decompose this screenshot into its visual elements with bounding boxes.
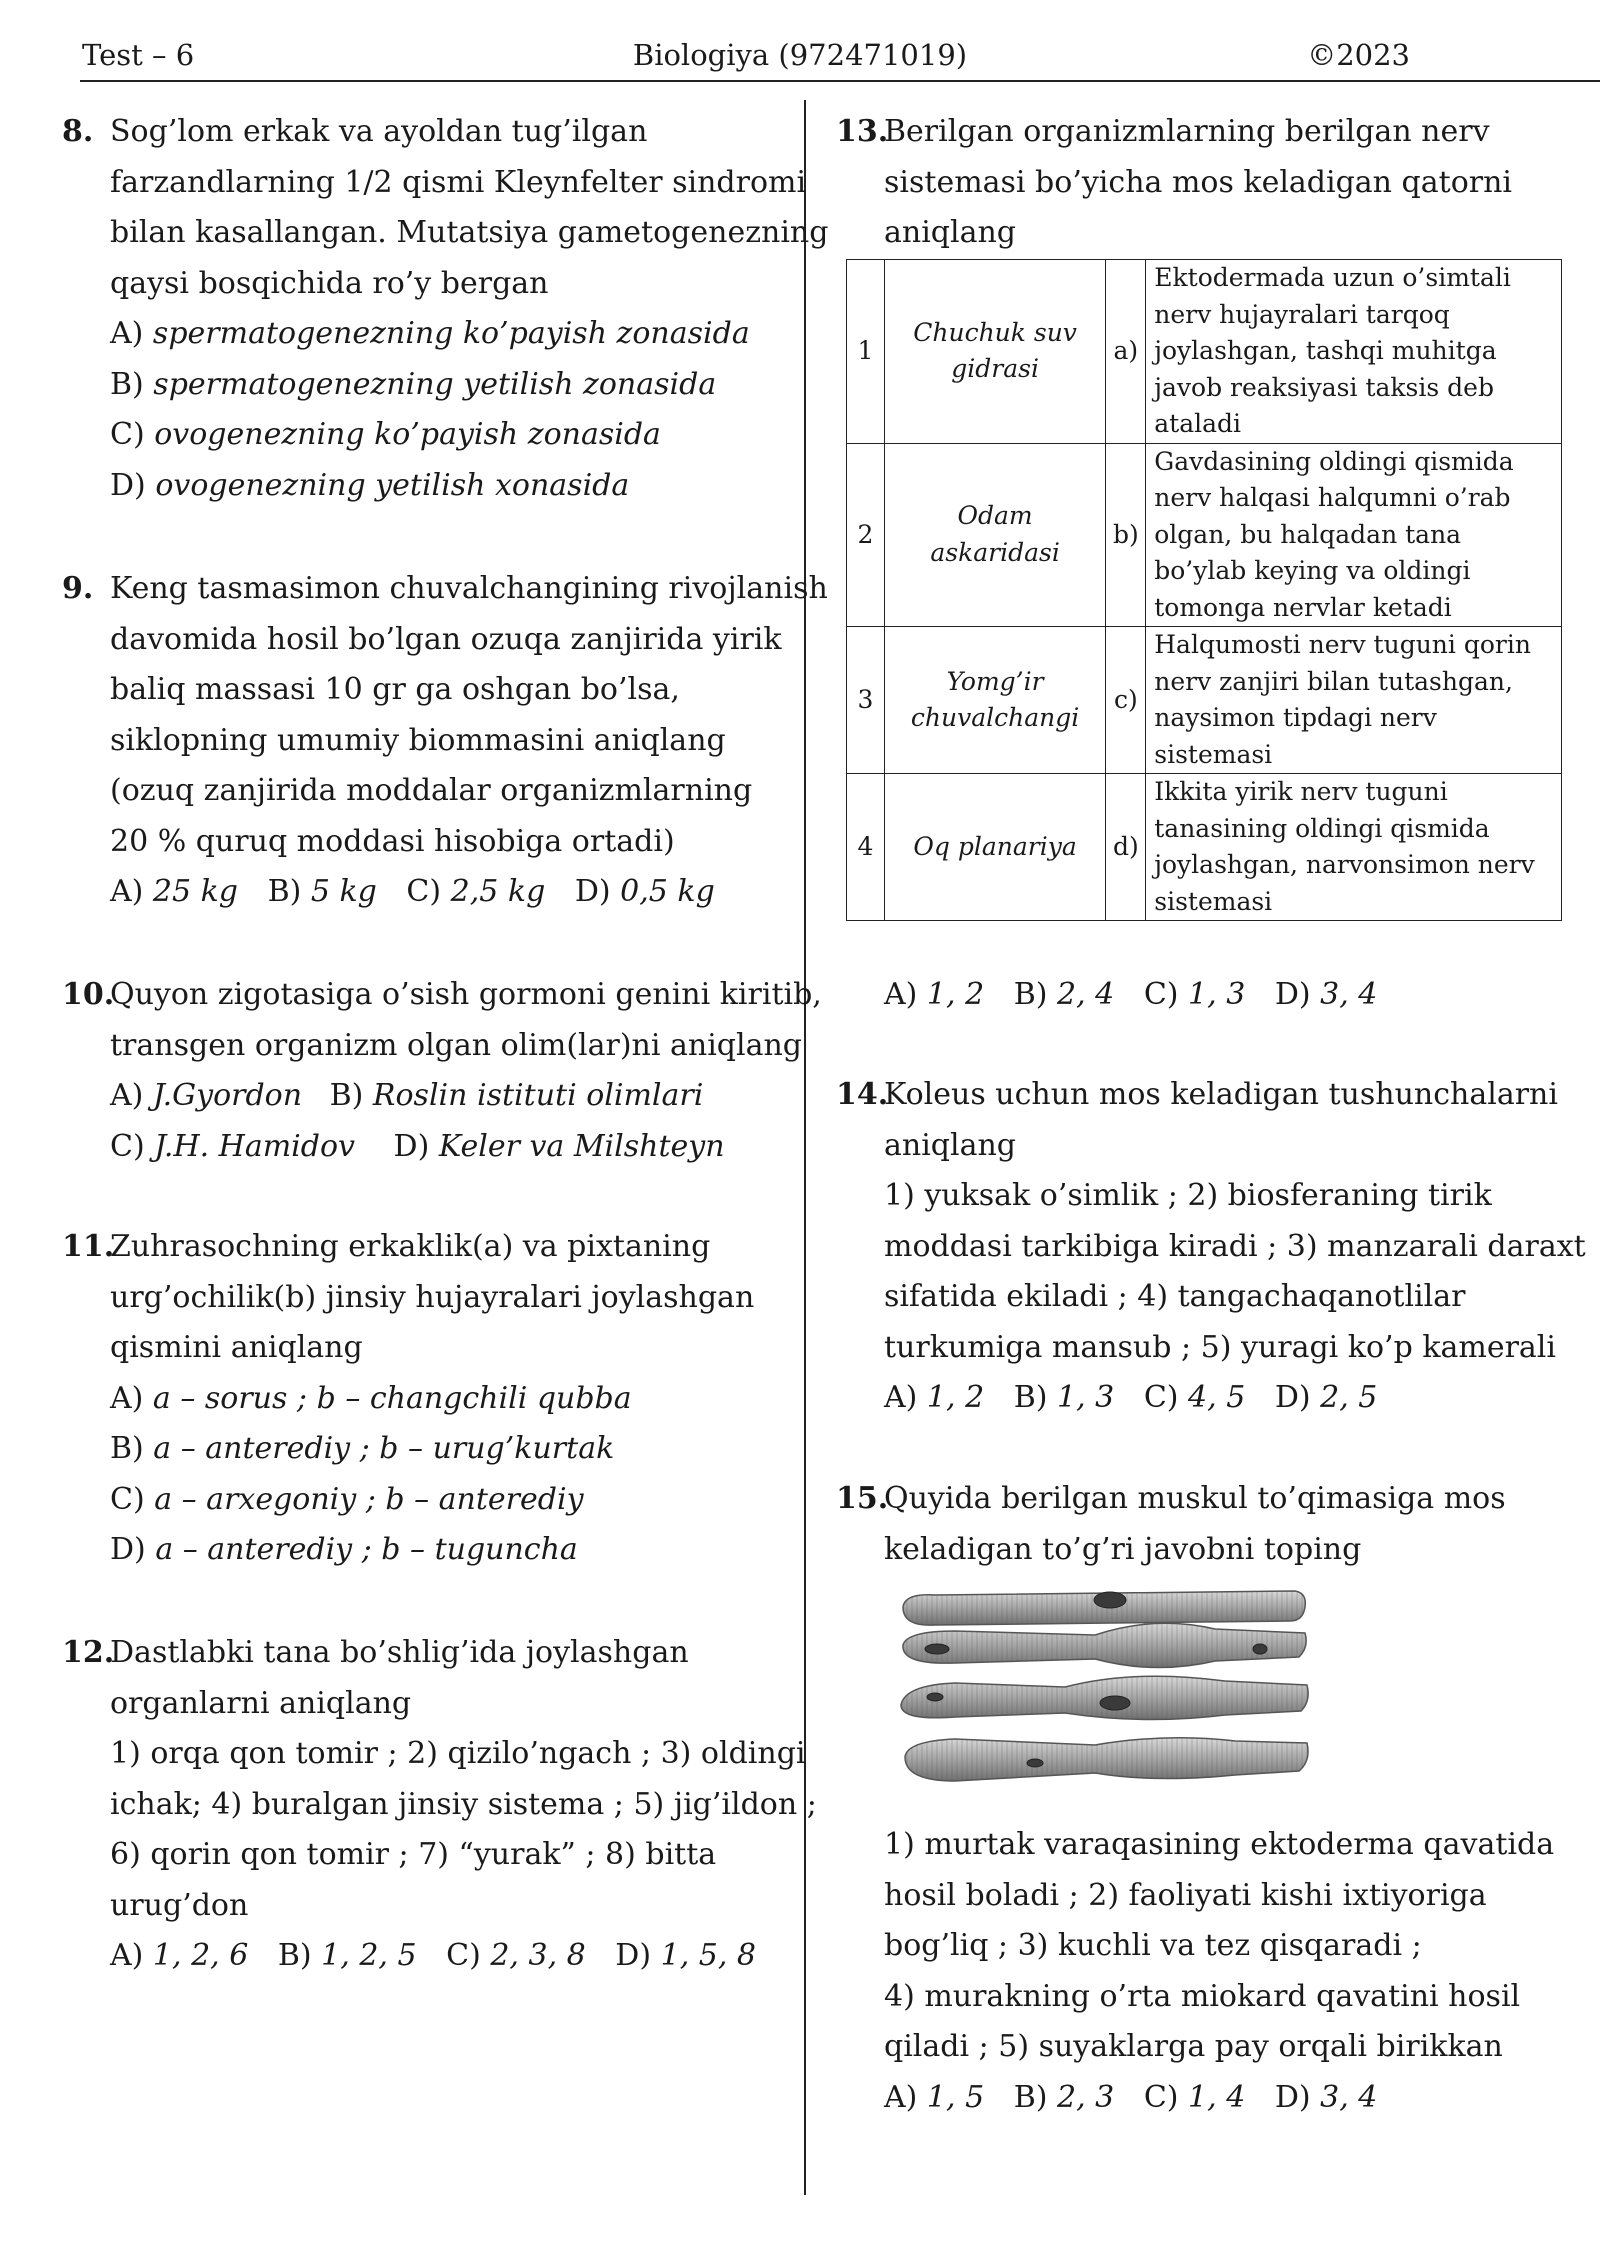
option-d[interactable]: D) Keler va Milshteyn — [393, 1128, 725, 1164]
option-c[interactable]: C) 2,5 kg — [406, 874, 546, 909]
question-number: 9. — [62, 571, 94, 606]
option-b[interactable]: B) 1, 3 — [1013, 1380, 1115, 1415]
answer-options — [62, 867, 828, 918]
option-a[interactable]: A) spermatogenezning ko’payish zonasida — [110, 316, 750, 351]
question-text: 4) murakning o’rta miokard qavatini hosil — [884, 1978, 1521, 2014]
answer-options — [884, 2073, 1554, 2124]
question-text: farzandlarning 1/2 qismi Kleynfelter sindromi — [110, 164, 807, 200]
option-b[interactable]: B) Roslin istituti olimlari — [329, 1078, 704, 1113]
table-row — [847, 627, 1562, 774]
answer-options — [62, 1071, 822, 1122]
question-14 — [836, 1070, 1586, 1424]
option-c[interactable]: C) 1, 3 — [1143, 977, 1246, 1012]
test-number: Test – 6 — [82, 38, 195, 72]
organism-name: Odam askaridasi — [884, 443, 1106, 627]
option-a[interactable]: A) a – sorus ; b – changchili qubba — [110, 1380, 632, 1416]
option-c[interactable]: C) a – arxegoniy ; b – anterediy — [110, 1481, 584, 1517]
option-d[interactable]: D) ovogenezning yetilish xonasida — [110, 467, 630, 503]
row-number: 3 — [847, 627, 885, 774]
question-text: davomida hosil bo’lgan ozuqa zanjirida yirik — [110, 621, 782, 657]
question-text: hosil boladi ; 2) faoliyati kishi ixtiyoriga — [884, 1877, 1487, 1913]
answer-options — [62, 1122, 822, 1173]
row-number: 1 — [847, 260, 885, 444]
nerve-description: Ektodermada uzun o’simtali nerv hujayralari tarqoq joylashgan, tashqi muhitga javob reaksiyasi taksis deb ataladi — [1146, 260, 1562, 444]
option-a[interactable]: A) 1, 2 — [884, 1380, 985, 1415]
question-number: 14. — [836, 1077, 889, 1112]
option-d[interactable]: D) 2, 5 — [1274, 1380, 1378, 1415]
option-b[interactable]: B) 2, 4 — [1013, 977, 1115, 1012]
answer-options — [62, 1931, 817, 1982]
question-number: 11. — [62, 1229, 115, 1264]
option-c[interactable]: C) 4, 5 — [1143, 1380, 1246, 1415]
option-b[interactable]: B) 2, 3 — [1013, 2079, 1115, 2115]
question-text: keladigan to’g’ri javobni toping — [884, 1531, 1362, 1567]
question-text: siklopning umumiy biommasini aniqlang — [110, 722, 726, 758]
nervous-system-table — [846, 259, 1562, 921]
question-text: aniqlang — [884, 1127, 1017, 1163]
option-a[interactable]: A) 1, 2 — [884, 977, 985, 1012]
question-text: urug’don — [110, 1887, 249, 1923]
copyright-year: ©2023 — [1307, 38, 1410, 72]
question-text: Keng tasmasimon chuvalchangining rivojlanish — [110, 571, 828, 606]
option-d[interactable]: D) 3, 4 — [1274, 2079, 1378, 2115]
question-12 — [62, 1628, 817, 1982]
question-text: 20 % quruq moddasi hisobiga ortadi) — [110, 823, 675, 859]
question-text: ichak; 4) buralgan jinsiy sistema ; 5) jig’ildon ; — [110, 1786, 817, 1822]
organism-name: Oq planariya — [884, 774, 1106, 921]
question-text: Berilgan organizmlarning berilgan nerv — [884, 114, 1490, 149]
question-11 — [62, 1222, 754, 1576]
question-text: organlarni aniqlang — [110, 1685, 412, 1721]
question-text: Sog’lom erkak va ayoldan tug’ilgan — [110, 114, 648, 149]
question-text: Quyon zigotasiga o’sish gormoni genini kiritib, — [110, 977, 822, 1012]
nerve-description: Ikkita yirik nerv tuguni tanasining oldingi qismida joylashgan, narvonsimon nerv sistemasi — [1146, 774, 1562, 921]
question-text: qiladi ; 5) suyaklarga pay orqali birikkan — [884, 2029, 1503, 2064]
question-text: qismini aniqlang — [110, 1330, 363, 1365]
question-text: Zuhrasochning erkaklik(a) va pixtaning — [110, 1229, 711, 1264]
nerve-description: Halqumosti nerv tuguni qorin nerv zanjiri bilan tutashgan, naysimon tipdagi nerv sistemasi — [1146, 627, 1562, 774]
question-8 — [62, 107, 828, 511]
answer-options — [836, 1373, 1586, 1424]
option-b[interactable]: B) 5 kg — [267, 874, 377, 909]
header-divider — [80, 80, 1600, 82]
nerve-description: Gavdasining oldingi qismida nerv halqasi halqumni o’rab olgan, bu halqadan tana bo’ylab keying va oldingi tomonga nervlar ketadi — [1146, 443, 1562, 627]
question-text: (ozuq zanjirida moddalar organizmlarning — [110, 773, 753, 808]
option-b[interactable]: B) a – anterediy ; b – urug’kurtak — [110, 1431, 615, 1466]
row-letter: b) — [1106, 443, 1146, 627]
question-number: 13. — [836, 114, 889, 149]
question-number: 12. — [62, 1635, 115, 1670]
question-number: 8. — [62, 114, 94, 149]
organism-name: Chuchuk suv gidrasi — [884, 260, 1106, 444]
question-text: aniqlang — [884, 215, 1017, 250]
question-9 — [62, 564, 828, 918]
question-text: sistemasi bo’yicha mos keladigan qatorni — [884, 164, 1513, 200]
question-13 — [836, 107, 1512, 259]
option-c[interactable]: C) 1, 4 — [1143, 2079, 1246, 2115]
question-text: 1) orqa qon tomir ; 2) qizilo’ngach ; 3) oldingi — [110, 1736, 806, 1771]
page-header — [80, 38, 1520, 78]
question-text: bilan kasallangan. Mutatsiya gametogenezning — [110, 215, 829, 250]
option-b[interactable]: B) 1, 2, 5 — [277, 1938, 417, 1973]
option-a[interactable]: A) 1, 2, 6 — [110, 1938, 249, 1973]
option-b[interactable]: B) spermatogenezning yetilish zonasida — [110, 366, 717, 402]
subject-title: Biologiya (972471019) — [632, 38, 968, 72]
row-number: 2 — [847, 443, 885, 627]
table-row — [847, 774, 1562, 921]
question-10 — [62, 970, 822, 1172]
row-letter: c) — [1106, 627, 1146, 774]
question-15 — [836, 1474, 1506, 1575]
organism-name: Yomg’ir chuvalchangi — [884, 627, 1106, 774]
question-number: 10. — [62, 977, 115, 1012]
question-text: baliq massasi 10 gr ga oshgan bo’lsa, — [110, 672, 680, 707]
question-text: 6) qorin qon tomir ; 7) “yurak” ; 8) bitta — [110, 1837, 717, 1872]
option-d[interactable]: D) a – anterediy ; b – tuguncha — [110, 1532, 578, 1567]
question-text: Dastlabki tana bo’shlig’ida joylashgan — [110, 1635, 689, 1670]
question-text: sifatida ekiladi ; 4) tangachaqanotlilar — [884, 1279, 1466, 1314]
question-text: 1) murtak varaqasining ektoderma qavatida — [884, 1827, 1555, 1862]
row-letter: d) — [1106, 774, 1146, 921]
option-d[interactable]: D) 0,5 kg — [574, 874, 715, 909]
question-13-options — [884, 970, 1397, 1021]
question-number: 15. — [836, 1481, 889, 1516]
table-row — [847, 443, 1562, 627]
question-text: Koleus uchun mos keladigan tushunchalarni — [884, 1077, 1558, 1112]
question-text: 1) yuksak o’simlik ; 2) biosferaning tirik — [884, 1178, 1492, 1213]
option-c[interactable]: C) J.H. Hamidov — [110, 1128, 355, 1164]
question-text: turkumiga mansub ; 5) yuragi ko’p kamerali — [884, 1329, 1556, 1365]
question-text: bog’liq ; 3) kuchli va tez qisqaradi ; — [884, 1928, 1422, 1963]
option-a[interactable]: A) J.Gyordon — [110, 1078, 303, 1113]
option-c[interactable]: C) ovogenezning ko’payish zonasida — [110, 417, 661, 452]
option-c[interactable]: C) 2, 3, 8 — [446, 1938, 586, 1973]
muscle-tissue-image — [895, 1585, 1315, 1810]
table-row — [847, 260, 1562, 444]
row-letter: a) — [1106, 260, 1146, 444]
option-a[interactable]: A) 1, 5 — [884, 2079, 985, 2115]
question-text: Quyida berilgan muskul to’qimasiga mos — [884, 1481, 1506, 1516]
option-a[interactable]: A) 25 kg — [110, 874, 239, 909]
option-d[interactable]: D) 1, 5, 8 — [615, 1938, 757, 1973]
question-text: urg’ochilik(b) jinsiy hujayralari joylashgan — [110, 1279, 755, 1315]
row-number: 4 — [847, 774, 885, 921]
question-text: qaysi bosqichida ro’y bergan — [110, 265, 549, 301]
question-15-statements — [884, 1820, 1554, 2123]
question-text: transgen organizm olgan olim(lar)ni aniqlang — [110, 1027, 803, 1063]
question-text: moddasi tarkibiga kiradi ; 3) manzarali daraxt — [884, 1228, 1586, 1264]
option-d[interactable]: D) 3, 4 — [1274, 977, 1378, 1012]
